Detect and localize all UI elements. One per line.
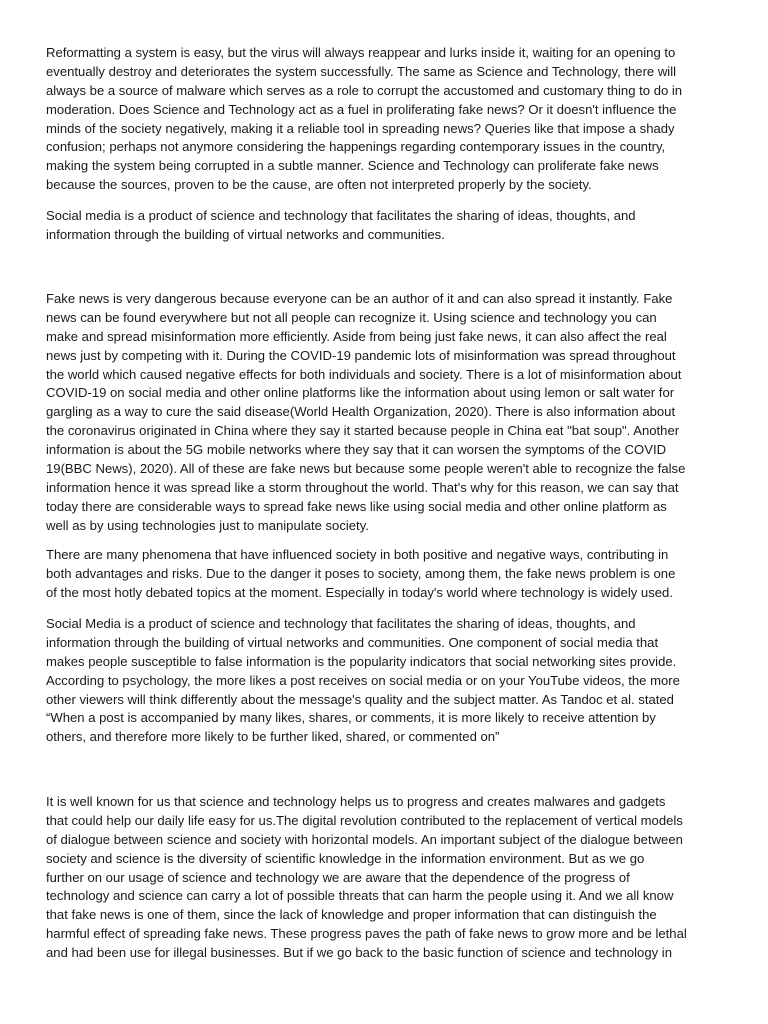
paragraph-reformatting-system [46, 44, 726, 195]
text-line: gargling as a way to cure the said disease(World Health Organization, 2020). There is also information about [46, 404, 676, 420]
text-line: According to psychology, the more likes a post receives on social media or on your YouTube videos, the more [46, 672, 680, 688]
paragraph-phenomena [46, 546, 726, 603]
text-line: of the most hotly debated topics at the moment. Especially in today's world where technology is widely used. [46, 584, 673, 600]
text-line: the world which caused negative effects for both individuals and society. There is a lot of misinformation about [46, 366, 682, 382]
text-line: information through the building of virtual networks and communities. [46, 226, 445, 242]
paragraph-social-media-definition [46, 207, 726, 245]
text-line: of dialogue between science and society with horizontal models. An important subject of the dialogue between [46, 831, 683, 847]
text-line: technology and science can carry a lot of possible threats that can harm the people using it. And we all know [46, 888, 674, 904]
paragraph-social-media-popularity [46, 615, 726, 747]
paragraph-fake-news-danger [46, 290, 726, 536]
text-line: the coronavirus originated in China where they say it started because people in China eat "bat soup". Another [46, 423, 680, 439]
text-line: makes people susceptible to false information is the popularity indicators that social networking sites provide. [46, 653, 677, 669]
text-line: minds of the society negatively, making it a reliable tool in spreading news? Queries like that impose a shady [46, 120, 675, 136]
text-line: COVID-19 on social media and other online platforms like the information about using lemon or salt water for [46, 385, 675, 401]
text-line: Social media is a product of science and technology that facilitates the sharing of ideas, thoughts, and [46, 208, 636, 223]
text-line: both advantages and risks. Due to the danger it poses to society, among them, the fake news problem is one [46, 565, 676, 581]
text-line: that could help our daily life easy for us.The digital revolution contributed to the replacement of vertical models [46, 812, 683, 828]
text-line: and had been use for illegal businesses. But if we go back to the basic function of science and technology in [46, 945, 672, 961]
text-line: moderation. Does Science and Technology act as a fuel in proliferating fake news? Or it doesn't influence the [46, 101, 677, 117]
text-line: 19(BBC News), 2020). All of these are fake news but because some people weren't able to recognize the false [46, 461, 686, 477]
text-line: Reformatting a system is easy, but the virus will always reappear and lurks inside it, waiting for an opening to [46, 45, 676, 60]
text-line: eventually destroy and deteriorates the system successfully. The same as Science and Technology, there will [46, 63, 677, 79]
text-line: information hence it was spread like a storm throughout the world. That's why for this reason, we can say that [46, 479, 679, 495]
text-line: information through the building of virtual networks and communities. One component of social media that [46, 634, 659, 650]
text-line: other viewers will think differently about the message's quality and the subject matter. As Tandoc et al. stated [46, 691, 674, 707]
text-line: confusion; perhaps not anymore considering the happenings regarding contemporary issues in the country, [46, 139, 666, 155]
text-line: because the sources, proven to be the cause, are often not interpreted properly by the society. [46, 177, 592, 193]
text-line: news just by competing with it. During the COVID-19 pandemic lots of misinformation was spread throughout [46, 347, 676, 363]
text-line: make and spread misinformation more efficiently. Aside from being just fake news, it can also affect the real [46, 328, 667, 344]
text-line: society and science is the diversity of scientific knowledge in the information environment. But as we go [46, 850, 645, 866]
text-line: “When a post is accompanied by many likes, shares, or comments, it is more likely to receive attention by [46, 710, 656, 726]
text-line: It is well known for us that science and technology helps us to progress and creates malwares and gadgets [46, 794, 666, 809]
text-line: making the system being corrupted in a subtle manner. Science and Technology can proliferate fake news [46, 158, 659, 174]
text-line: information is about the 5G mobile networks where they say that it can worsen the symptoms of the COVID [46, 442, 667, 458]
text-line: that fake news is one of them, since the lack of knowledge and proper information that can distinguish the [46, 907, 657, 923]
text-line: There are many phenomena that have influenced society in both positive and negative ways, contributing in [46, 547, 669, 562]
text-line: further on our usage of science and technology we are aware that the dependence of the progress of [46, 869, 630, 885]
text-line: Social Media is a product of science and technology that facilitates the sharing of ideas, thoughts, and [46, 616, 636, 631]
text-line: others, and therefore more likely to be further liked, shared, or commented on” [46, 729, 500, 745]
text-line: news can be found everywhere but not all people can recognize it. Using science and technology you can [46, 309, 657, 325]
text-line: always be a source of malware which serves as a role to corrupt the accustomed and customary thing to do in [46, 82, 683, 98]
text-line: Fake news is very dangerous because everyone can be an author of it and can also spread it instantly. Fake [46, 291, 673, 306]
text-line: harmful effect of spreading fake news. These progress paves the path of fake news to grow more and be lethal [46, 926, 687, 942]
text-line: well as by using technologies just to manipulate society. [46, 517, 369, 533]
paragraph-science-progress [46, 793, 726, 963]
text-line: today there are considerable ways to spread fake news like using social media and other online platform as [46, 498, 667, 514]
